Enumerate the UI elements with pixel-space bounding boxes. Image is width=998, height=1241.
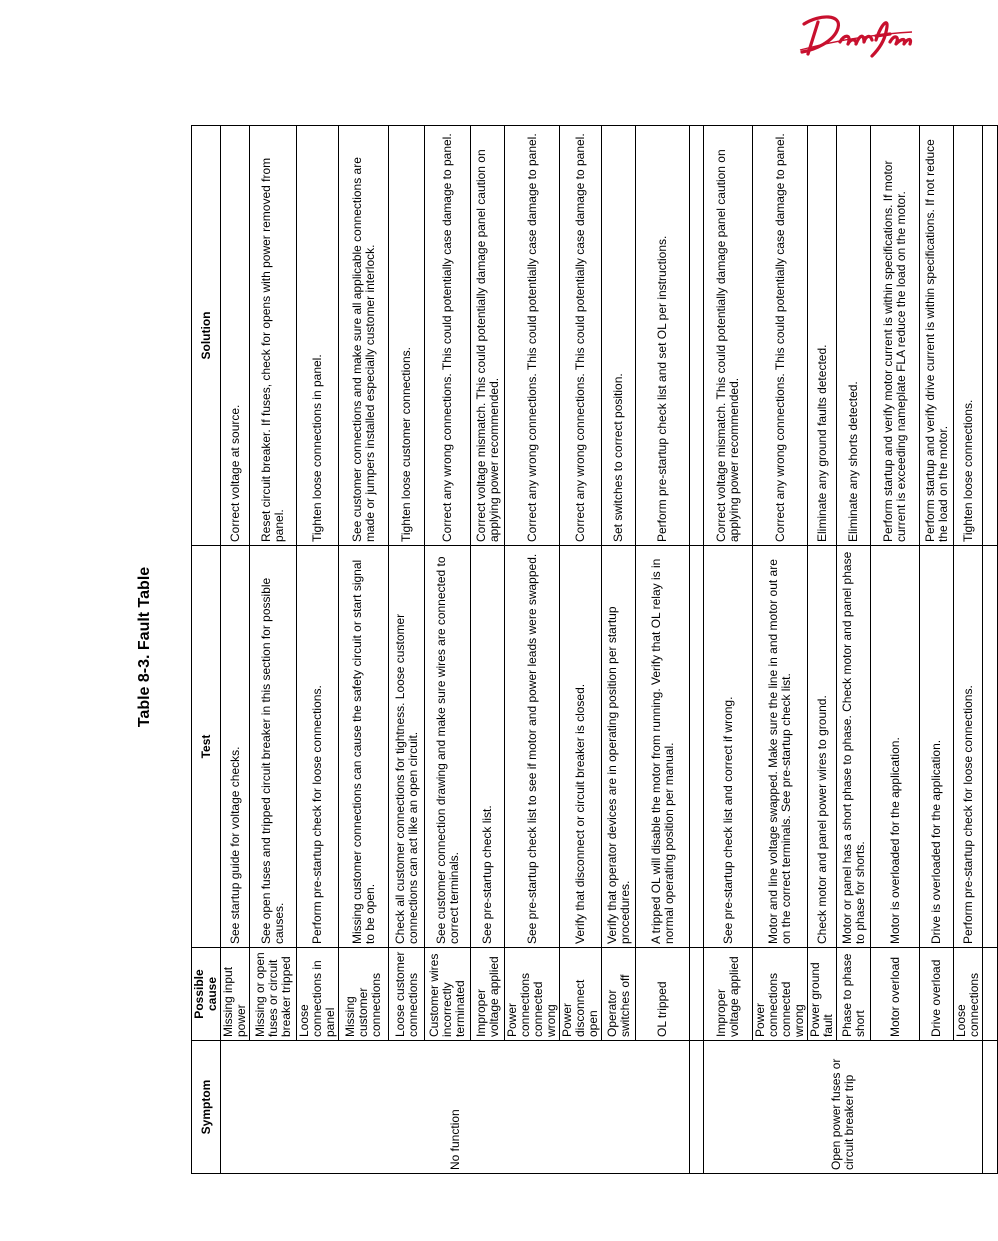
- cause-cell: OL tripped: [636, 948, 690, 1041]
- cause-cell: Power connections connected wrong: [753, 948, 808, 1041]
- danfoss-logo: [798, 10, 914, 58]
- test-cell: Verify that disconnect or circuit breaker is closed.: [560, 546, 602, 948]
- test-cell: Check all customer connections for tightness. Loose customer connections can act like an open circuit.: [389, 546, 425, 948]
- table-row: [954, 126, 983, 1174]
- spacer-cell: [983, 546, 998, 948]
- test-cell: See pre-startup check list.: [471, 546, 505, 948]
- test-cell: See startup guide for voltage checks.: [221, 546, 250, 948]
- solution-cell: Tighten loose customer connections.: [389, 126, 425, 546]
- table-row: [389, 126, 425, 1174]
- solution-cell: Correct voltage at source.: [221, 126, 250, 546]
- test-cell: See pre-startup check list to see if motor and power leads were swapped.: [505, 546, 560, 948]
- cause-cell: Drive overload: [920, 948, 954, 1041]
- test-cell: Motor or panel has a short phase to phase. Check motor and panel phase to phase for shorts.: [837, 546, 871, 948]
- solution-cell: Correct any wrong connections. This could potentially case damage to panel.: [505, 126, 560, 546]
- spacer-cell: [983, 1041, 998, 1174]
- table-row: [920, 126, 954, 1174]
- test-cell: Motor is overloaded for the application.: [871, 546, 920, 948]
- solution-cell: Tighten loose connections.: [954, 126, 983, 546]
- test-cell: Missing customer connections can cause the safety circuit or start signal to be open.: [339, 546, 389, 948]
- solution-cell: Tighten loose connections in panel.: [297, 126, 339, 546]
- test-cell: Check motor and panel power wires to ground.: [808, 546, 837, 948]
- header-solution: Solution: [192, 126, 221, 546]
- test-cell: Motor and line voltage swapped. Make sure the line in and motor out are on the correct terminals. See pre-startup check list.: [753, 546, 808, 948]
- fault-table: [191, 125, 998, 1174]
- spacer-cell: [690, 546, 704, 948]
- test-cell: See open fuses and tripped circuit breaker in this section for possible causes.: [250, 546, 297, 948]
- solution-cell: See customer connections and make sure all applicable connections are made or jumpers installed especially customer interlock.: [339, 126, 389, 546]
- table-row: [221, 126, 250, 1174]
- test-cell: See customer connection drawing and make sure wires are connected to correct terminals.: [425, 546, 471, 948]
- spacer-cell: [690, 948, 704, 1041]
- solution-cell: Perform startup and verify drive current is within specifications. If not reduce the load on the motor.: [920, 126, 954, 546]
- table-row: [602, 126, 636, 1174]
- cause-cell: Phase to phase short: [837, 948, 871, 1041]
- table-row: [339, 126, 389, 1174]
- table-row: [297, 126, 339, 1174]
- table-row: [560, 126, 602, 1174]
- cause-cell: Motor overload: [871, 948, 920, 1041]
- header-symptom: Symptom: [192, 1041, 221, 1174]
- header-row: [192, 126, 221, 1174]
- cause-cell: Loose connections: [954, 948, 983, 1041]
- spacer-cell: [983, 948, 998, 1041]
- solution-cell: Correct any wrong connections. This could potentially case damage to panel.: [753, 126, 808, 546]
- header-test: Test: [192, 546, 221, 948]
- solution-cell: Correct any wrong connections. This could potentially case damage to panel.: [425, 126, 471, 546]
- fault-table-stage: [191, 126, 981, 1174]
- test-cell: A tripped OL will disable the motor from running. Verify that OL relay is in normal operating position per manual.: [636, 546, 690, 948]
- group-spacer-row: [690, 126, 704, 1174]
- spacer-cell: [690, 1041, 704, 1174]
- table-row: [505, 126, 560, 1174]
- test-cell: Drive is overloaded for the application.: [920, 546, 954, 948]
- table-row: [471, 126, 505, 1174]
- table-row: [704, 126, 753, 1174]
- table-row: [871, 126, 920, 1174]
- cause-cell: Loose customer connections: [389, 948, 425, 1041]
- table-row: [425, 126, 471, 1174]
- table-row: [250, 126, 297, 1174]
- cause-cell: Power connections connected wrong: [505, 948, 560, 1041]
- table-row: [753, 126, 808, 1174]
- cause-cell: Missing or open fuses or circuit breaker tripped: [250, 948, 297, 1041]
- symptom-cell: No function: [221, 1041, 690, 1174]
- table-tail-row: [983, 126, 998, 1174]
- cause-cell: Improper voltage applied: [704, 948, 753, 1041]
- solution-cell: Reset circuit breaker. If fuses, check for opens with power removed from panel.: [250, 126, 297, 546]
- test-cell: Perform pre-startup check for loose connections.: [297, 546, 339, 948]
- solution-cell: Correct voltage mismatch. This could potentially damage panel caution on applying power recommended.: [704, 126, 753, 546]
- test-cell: See pre-startup check list and correct if wrong.: [704, 546, 753, 948]
- cause-cell: Power ground fault: [808, 948, 837, 1041]
- solution-cell: Set switches to correct position.: [602, 126, 636, 546]
- cause-cell: Improper voltage applied: [471, 948, 505, 1041]
- table-title: Table 8-3. Fault Table: [136, 566, 153, 728]
- cause-cell: Missing input power: [221, 948, 250, 1041]
- spacer-cell: [690, 126, 704, 546]
- solution-cell: Perform startup and verify motor current is within specifications. If motor current is exceeding nameplate FLA reduce the load on the motor.: [871, 126, 920, 546]
- test-cell: Perform pre-startup check for loose connections.: [954, 546, 983, 948]
- test-cell: Verify that operator devices are in operating position per startup procedures.: [602, 546, 636, 948]
- symptom-cell: Open power fuses or circuit breaker trip: [704, 1041, 983, 1174]
- solution-cell: Correct voltage mismatch. This could potentially damage panel caution on applying power recommended.: [471, 126, 505, 546]
- header-possible-cause: Possible cause: [192, 948, 221, 1041]
- table-row: [636, 126, 690, 1174]
- table-row: [808, 126, 837, 1174]
- table-title-wrap: [125, 552, 165, 742]
- cause-cell: Operator switches off: [602, 948, 636, 1041]
- cause-cell: Missing customer connections: [339, 948, 389, 1041]
- table-row: [837, 126, 871, 1174]
- cause-cell: Loose connections in panel: [297, 948, 339, 1041]
- solution-cell: Eliminate any shorts detected.: [837, 126, 871, 546]
- solution-cell: Correct any wrong connections. This could potentially case damage to panel.: [560, 126, 602, 546]
- solution-cell: Eliminate any ground faults detected.: [808, 126, 837, 546]
- spacer-cell: [983, 126, 998, 546]
- cause-cell: Power disconnect open: [560, 948, 602, 1041]
- solution-cell: Perform pre-startup check list and set OL per instructions.: [636, 126, 690, 546]
- cause-cell: Customer wires incorrectly terminated: [425, 948, 471, 1041]
